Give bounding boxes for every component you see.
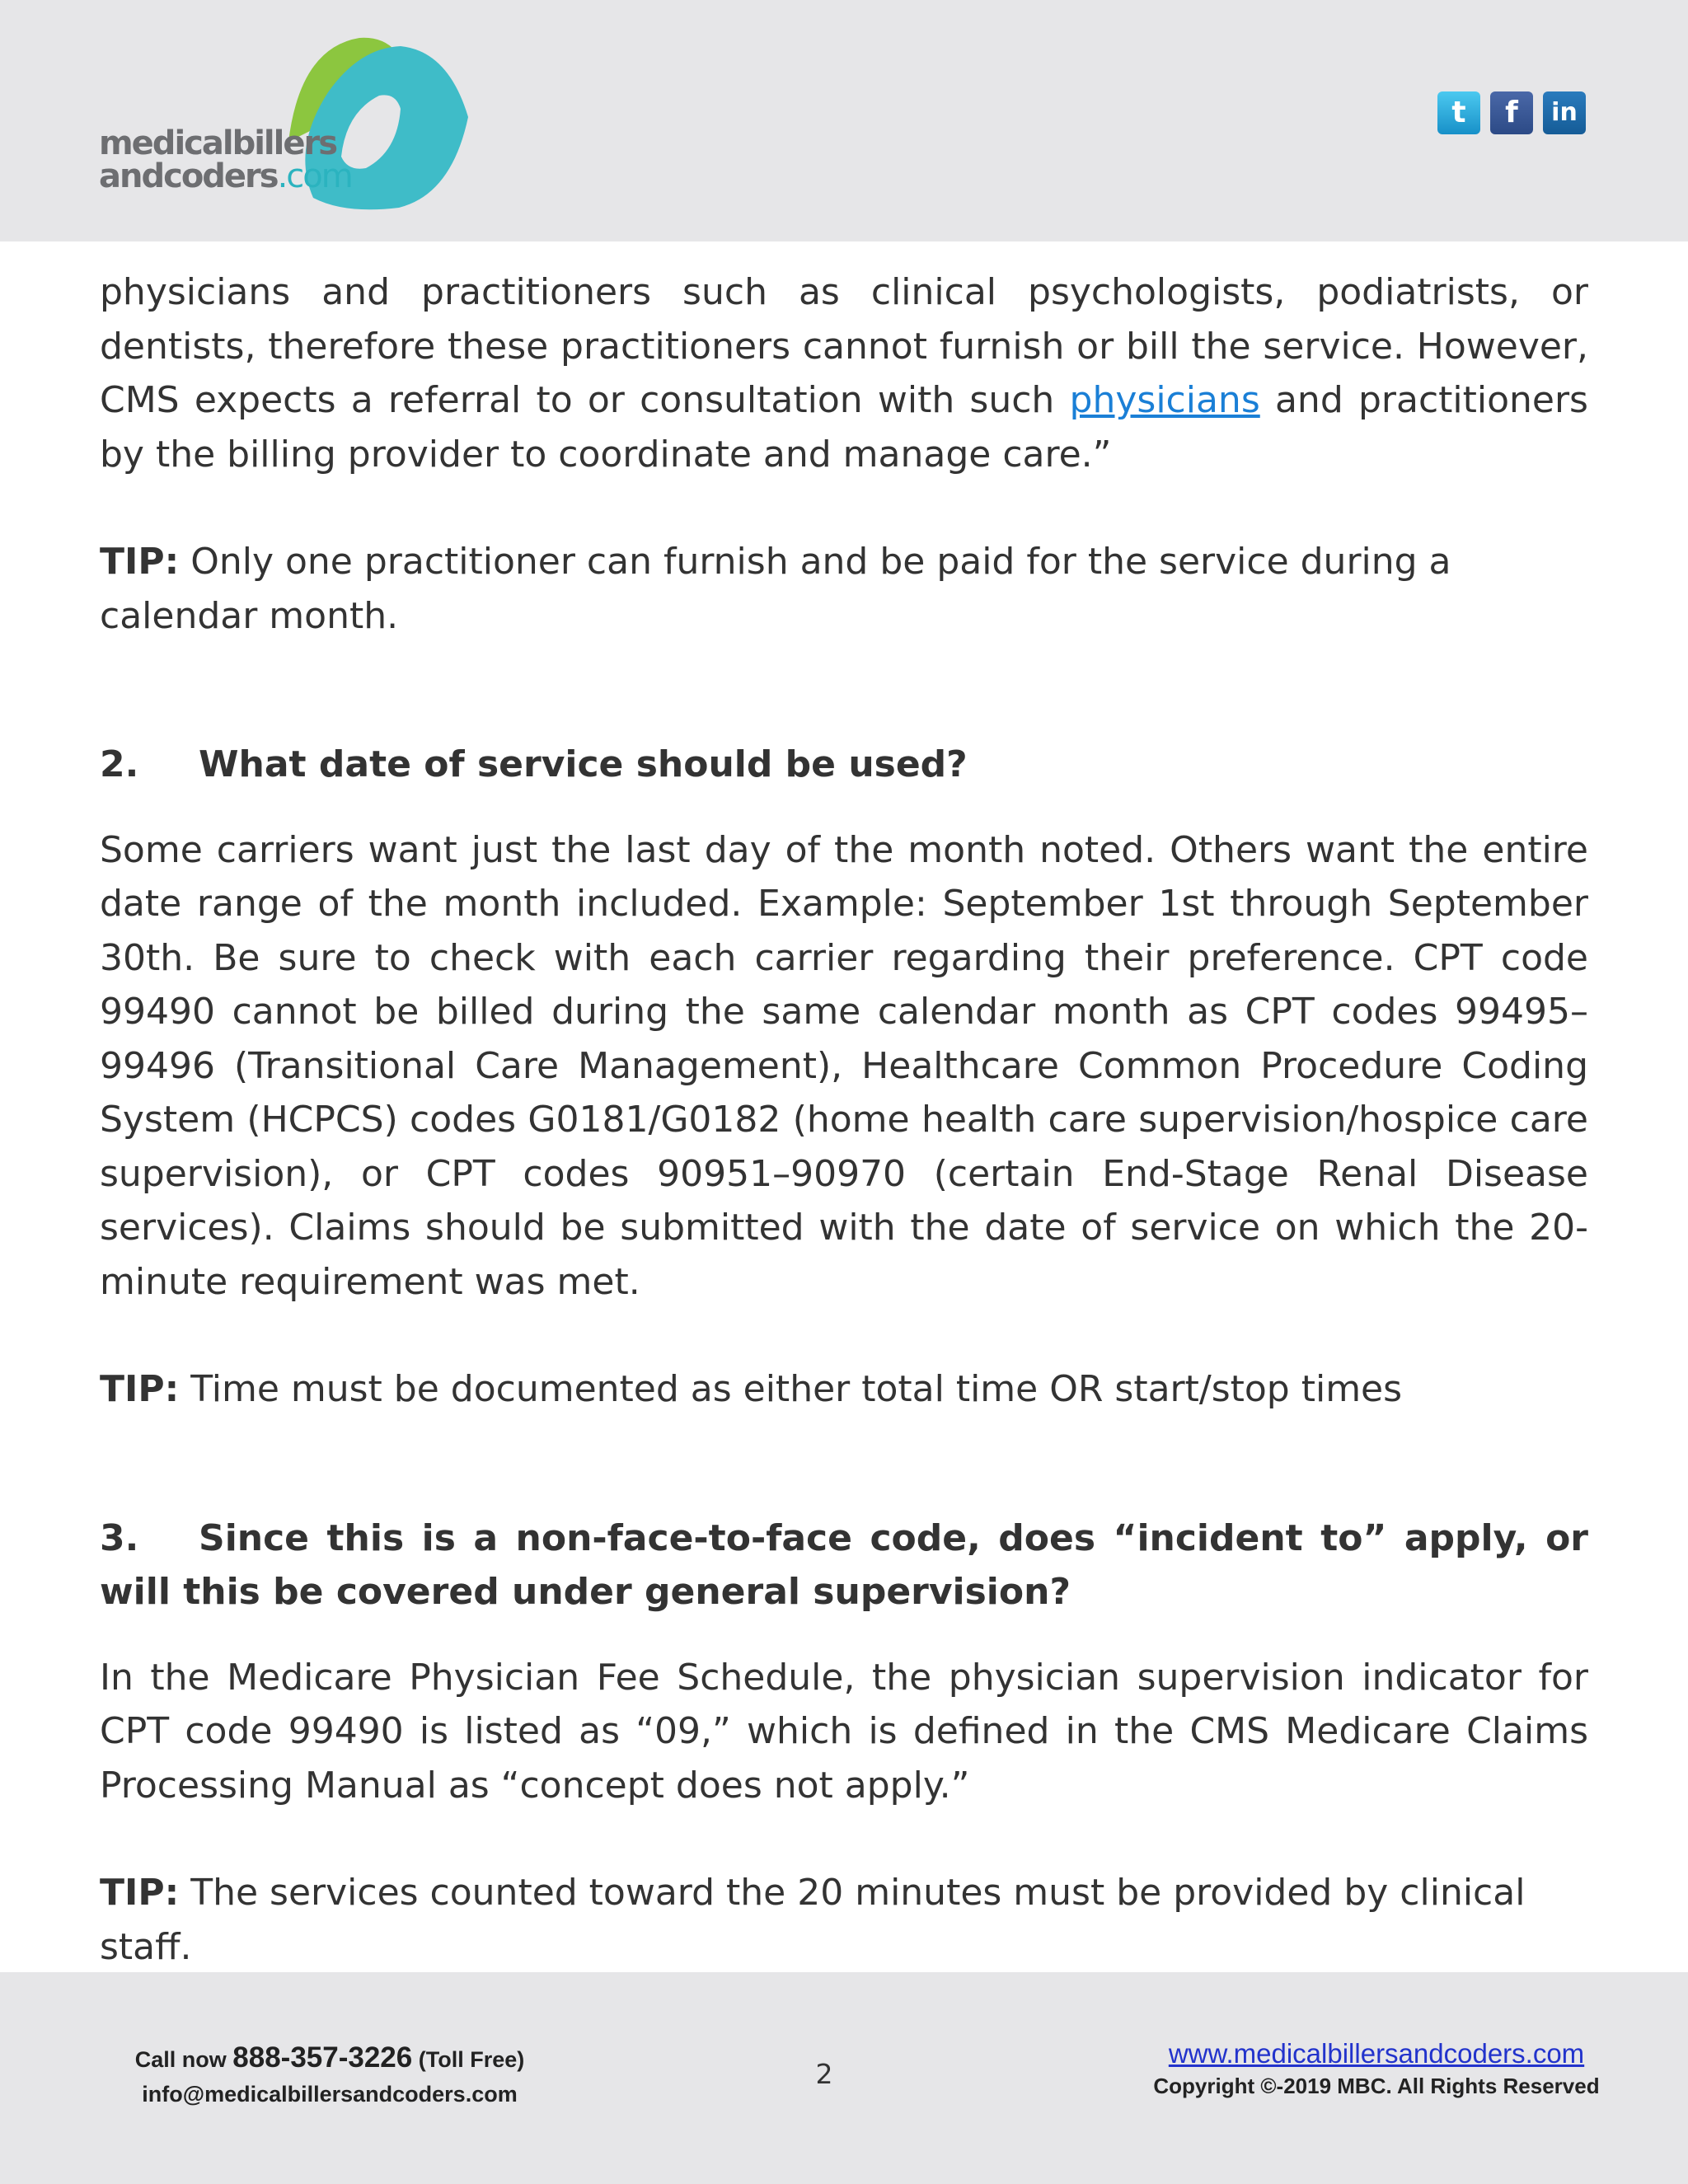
tip-3 <box>100 1866 1588 1974</box>
footer-site <box>1137 2036 1615 2101</box>
footer-contact <box>132 2041 528 2111</box>
page-header <box>0 0 1688 241</box>
intro-paragraph <box>100 265 1588 481</box>
section-title: Since this is a non-face-to-face code, does “incident to” apply, or will this be covered under general supervision? <box>100 1516 1588 1613</box>
logo-line-2: andcoders <box>99 157 278 195</box>
contact-email[interactable]: info@medicalbillersandcoders.com <box>142 2082 518 2107</box>
intro-text: physicians and practitioners such as clinical psychologists, podiatrists, or dentists, therefore these practitioners cannot furnish or bill the service. However, CMS expects a referral to or consultation with such <box>100 271 1588 421</box>
tip-label: TIP: <box>100 541 180 583</box>
copyright-notice: Copyright ©-2019 MBC. All Rights Reserved <box>1153 2074 1600 2098</box>
logo-wordmark <box>99 124 352 195</box>
section-number: 2. <box>100 743 139 785</box>
call-prefix: Call now <box>134 2047 233 2072</box>
section-number: 3. <box>100 1516 139 1559</box>
linkedin-icon[interactable]: in <box>1543 91 1586 134</box>
tip-text: The services counted toward the 20 minutes must be provided by clinical staff. <box>100 1872 1526 1968</box>
facebook-icon[interactable]: f <box>1490 91 1533 134</box>
tip-text: Time must be documented as either total time OR start/stop times <box>179 1368 1403 1410</box>
section-3-paragraph: In the Medicare Physician Fee Schedule, the physician supervision indicator for CPT code 99490 is listed as “09,” which is defined in the CMS Medicare Claims Processing Manual as “concept does not apply.” <box>100 1656 1588 1807</box>
company-logo[interactable] <box>97 33 476 214</box>
toll-free-label: (Toll Free) <box>412 2047 525 2072</box>
phone-number[interactable]: 888-357-3226 <box>232 2041 413 2074</box>
intro-text-end: and practitioners by the billing provider to coordinate and manage care.” <box>100 379 1588 476</box>
website-link[interactable]: www.medicalbillersandcoders.com <box>1168 2038 1585 2069</box>
tip-text: Only one practitioner can furnish and be paid for the service during a calendar month. <box>100 541 1451 637</box>
tip-2 <box>100 1362 1588 1417</box>
twitter-icon[interactable]: t <box>1437 91 1480 134</box>
page-footer <box>0 1972 1688 2184</box>
logo-suffix: .com <box>277 157 352 195</box>
section-2-heading <box>100 738 1588 792</box>
page-number: 2 <box>815 2058 833 2090</box>
tip-label: TIP: <box>100 1872 180 1914</box>
section-2-paragraph: Some carriers want just the last day of the month noted. Others want the entire date range of the month included. Example: September 1st through September 30th. Be sure to check with each carrier regarding their preference. CPT code 99490 cannot be billed during the same calendar month as CPT codes 99495–99496 (Transitional Care Management), Healthcare Common Procedure Coding System (HCPCS) codes G0181/G0182 (home health care supervision/hospice care supervision), or CPT codes 90951–90970 (certain End-Stage Renal Disease services). Claims should be submitted with the date of service on which the 20-minute requirement was met. <box>100 828 1588 1303</box>
section-3-heading <box>100 1511 1588 1619</box>
document-body <box>100 265 1588 1974</box>
tip-label: TIP: <box>100 1368 180 1410</box>
section-title: What date of service should be used? <box>199 743 968 785</box>
physicians-link[interactable]: physicians <box>1069 379 1260 421</box>
tip-1 <box>100 535 1588 643</box>
logo-line-1: medicalbillers <box>99 124 336 162</box>
